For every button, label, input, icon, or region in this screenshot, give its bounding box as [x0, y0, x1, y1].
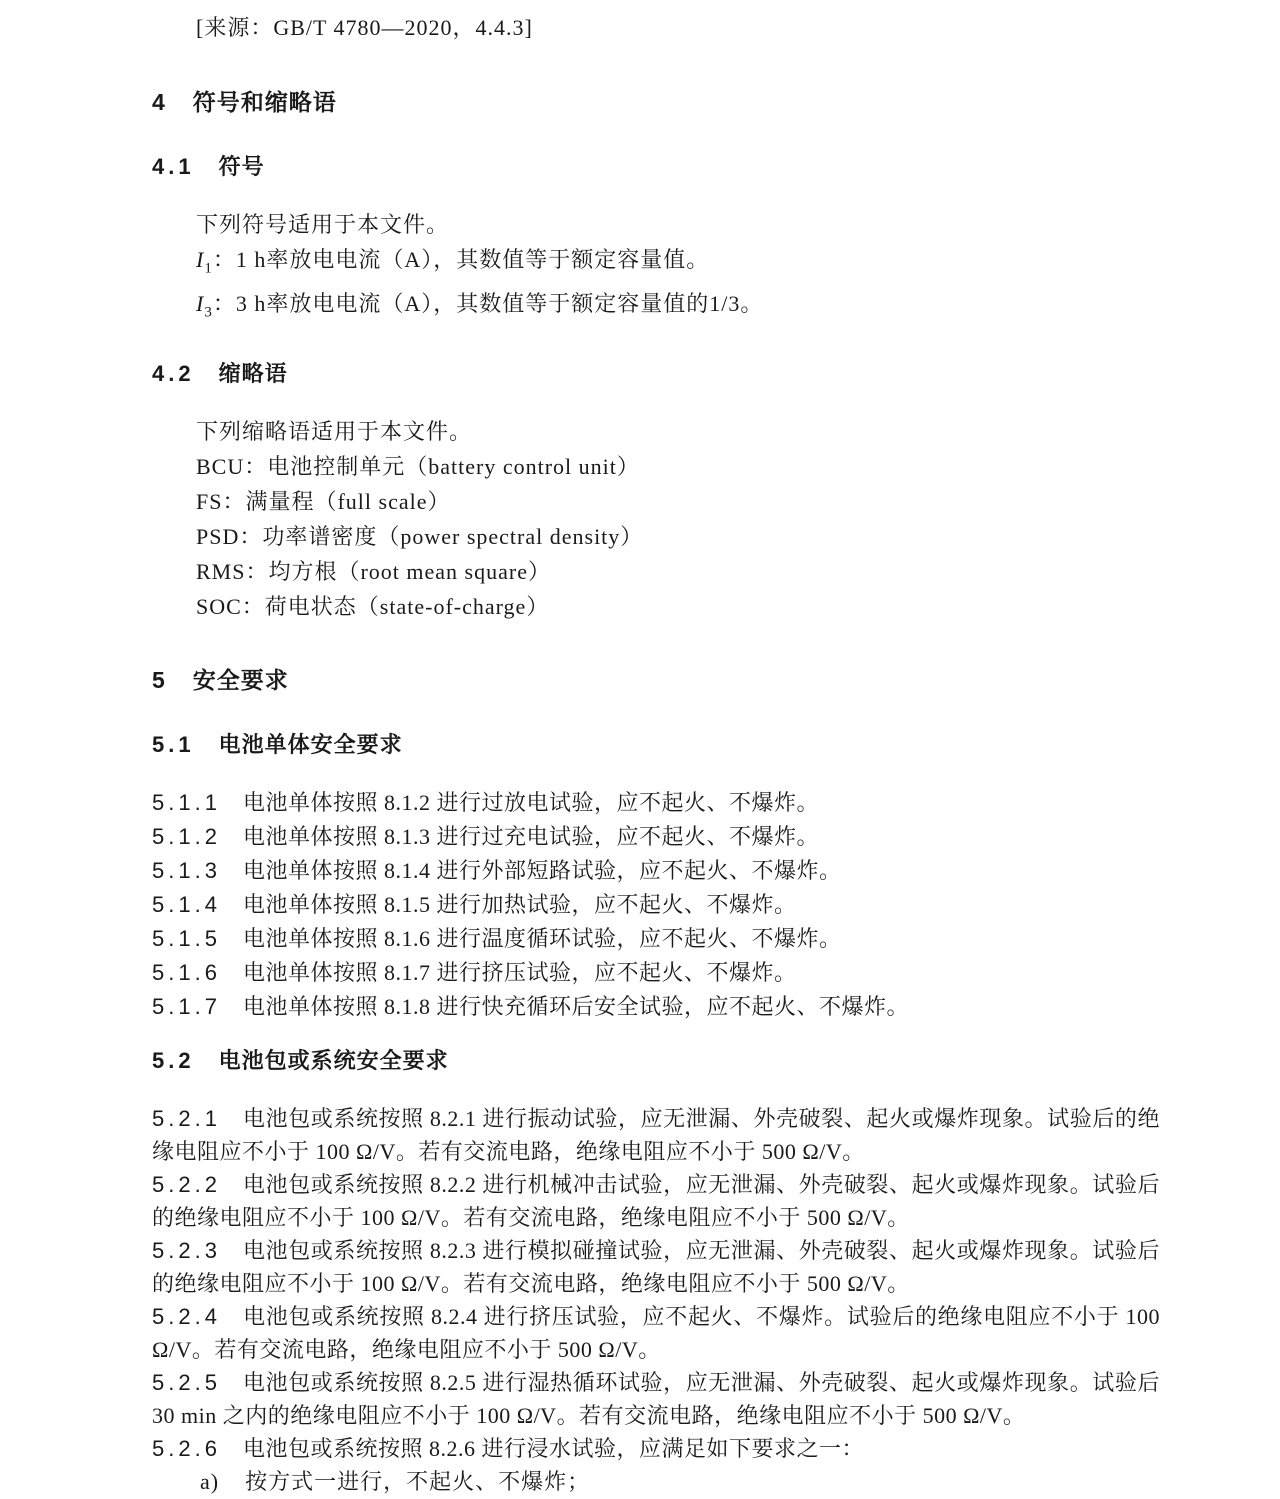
clause	[152, 1102, 1160, 1168]
clause-text: 电池单体按照 8.1.8 进行快充循环后安全试验，应不起火、不爆炸。	[242, 993, 909, 1019]
symbols-list	[152, 242, 1160, 331]
section-title: 符号	[218, 154, 265, 179]
clause	[152, 1234, 1160, 1300]
abbreviation-item: FS：满量程（full scale）	[196, 488, 451, 514]
section-5-1-heading	[152, 730, 1160, 760]
clause	[152, 990, 1160, 1024]
symbol-definition	[152, 242, 1160, 286]
clause	[152, 1300, 1160, 1366]
list-marker: a)	[200, 1468, 220, 1494]
clause	[152, 922, 1160, 956]
symbol-subscript: 3	[204, 304, 213, 321]
clause-number: 5.1.6	[152, 959, 221, 985]
clause-text: 电池单体按照 8.1.3 进行过充电试验，应不起火、不爆炸。	[242, 823, 819, 849]
section-title: 符号和缩略语	[192, 89, 337, 115]
clause-text: 电池包或系统按照 8.2.1 进行振动试验，应无泄漏、外壳破裂、起火或爆炸现象。试验后的绝缘电阻应不小于 100 Ω/V。若有交流电路，绝缘电阻应不小于 500 Ω/V。	[152, 1105, 1160, 1164]
section-5-2-heading	[152, 1046, 1160, 1076]
section-title: 缩略语	[218, 360, 288, 386]
symbol-description: ：1 h率放电电流（A），其数值等于额定容量值。	[212, 247, 710, 272]
section-number: 4.1	[152, 154, 195, 179]
section-number: 4.2	[152, 360, 195, 386]
clause-number: 5.1.5	[152, 925, 221, 951]
abbreviation-item: RMS：均方根（root mean square）	[196, 558, 551, 584]
symbols-intro: 下列符号适用于本文件。	[196, 212, 450, 237]
clause-number: 5.1.7	[152, 993, 221, 1019]
clause	[152, 888, 1160, 922]
clause	[152, 1168, 1160, 1234]
clause-text: 电池单体按照 8.1.5 进行加热试验，应不起火、不爆炸。	[242, 891, 797, 917]
list-item-text: 按方式一进行，不起火、不爆炸；	[245, 1468, 591, 1494]
abbreviations-intro: 下列缩略语适用于本文件。	[196, 418, 473, 444]
section-4-1-heading	[152, 152, 1160, 182]
clause-number: 5.2.4	[152, 1303, 221, 1329]
clause	[152, 1366, 1160, 1432]
clause-text: 电池单体按照 8.1.7 进行挤压试验，应不起火、不爆炸。	[242, 959, 797, 985]
section-number: 4	[152, 89, 169, 115]
clause-number: 5.2.6	[152, 1435, 221, 1461]
abbreviation-item: PSD：功率谱密度（power spectral density）	[196, 523, 644, 549]
abbreviation-item: SOC：荷电状态（state-of-charge）	[196, 593, 550, 619]
clause-text: 电池包或系统按照 8.2.5 进行湿热循环试验，应无泄漏、外壳破裂、起火或爆炸现象。试验后 30 min 之内的绝缘电阻应不小于 100 Ω/V。若有交流电路，绝缘电阻应不小于 500 Ω/V。	[152, 1369, 1160, 1428]
section-number: 5	[152, 666, 169, 693]
clause-number: 5.1.2	[152, 823, 221, 849]
clauses-5-2	[152, 1102, 1160, 1499]
clause	[152, 820, 1160, 854]
clause-text: 电池包或系统按照 8.2.6 进行浸水试验，应满足如下要求之一：	[242, 1435, 864, 1461]
clause-text: 电池单体按照 8.1.4 进行外部短路试验，应不起火、不爆炸。	[242, 857, 842, 883]
clause-text: 电池包或系统按照 8.2.4 进行挤压试验，应不起火、不爆炸。试验后的绝缘电阻应不小于 100 Ω/V。若有交流电路，绝缘电阻应不小于 500 Ω/V。	[152, 1303, 1160, 1362]
clause-number: 5.1.1	[152, 789, 221, 815]
symbol-subscript: 1	[204, 260, 213, 277]
clause-sub-item	[152, 1465, 1160, 1499]
clause-text: 电池单体按照 8.1.2 进行过放电试验，应不起火、不爆炸。	[242, 789, 819, 815]
section-title: 电池包或系统安全要求	[218, 1047, 449, 1073]
clause-number: 5.1.3	[152, 857, 221, 883]
clause-number: 5.1.4	[152, 891, 221, 917]
clause	[152, 786, 1160, 820]
section-5-heading	[152, 664, 1160, 696]
symbol-letter: I	[196, 291, 205, 317]
source-note: [来源：GB/T 4780—2020，4.4.3]	[196, 15, 533, 40]
clause	[152, 956, 1160, 990]
abbreviations-list	[152, 449, 1160, 624]
section-title: 安全要求	[192, 666, 289, 693]
clause-number: 5.2.1	[152, 1105, 221, 1131]
clause-text: 电池单体按照 8.1.6 进行温度循环试验，应不起火、不爆炸。	[242, 925, 842, 951]
section-number: 5.2	[152, 1047, 195, 1073]
section-4-2-heading	[152, 359, 1160, 389]
clause-number: 5.2.3	[152, 1237, 221, 1263]
section-4-heading	[152, 86, 1160, 118]
clause-text: 电池包或系统按照 8.2.2 进行机械冲击试验，应无泄漏、外壳破裂、起火或爆炸现象。试验后的绝缘电阻应不小于 100 Ω/V。若有交流电路，绝缘电阻应不小于 500 Ω/V。	[152, 1171, 1160, 1230]
clause-text: 电池包或系统按照 8.2.3 进行模拟碰撞试验，应无泄漏、外壳破裂、起火或爆炸现象。试验后的绝缘电阻应不小于 100 Ω/V。若有交流电路，绝缘电阻应不小于 500 Ω/V。	[152, 1237, 1160, 1296]
clause	[152, 1432, 1160, 1465]
clause-number: 5.2.5	[152, 1369, 221, 1395]
section-number: 5.1	[152, 731, 195, 757]
clause-number: 5.2.2	[152, 1171, 221, 1197]
clause	[152, 854, 1160, 888]
symbol-description: ：3 h率放电电流（A），其数值等于额定容量值的1/3。	[212, 291, 764, 317]
clauses-5-1	[152, 786, 1160, 1024]
symbol-letter: I	[196, 247, 205, 272]
abbreviation-item: BCU：电池控制单元（battery control unit）	[196, 453, 640, 479]
symbol-definition	[152, 286, 1160, 330]
section-title: 电池单体安全要求	[218, 731, 403, 757]
